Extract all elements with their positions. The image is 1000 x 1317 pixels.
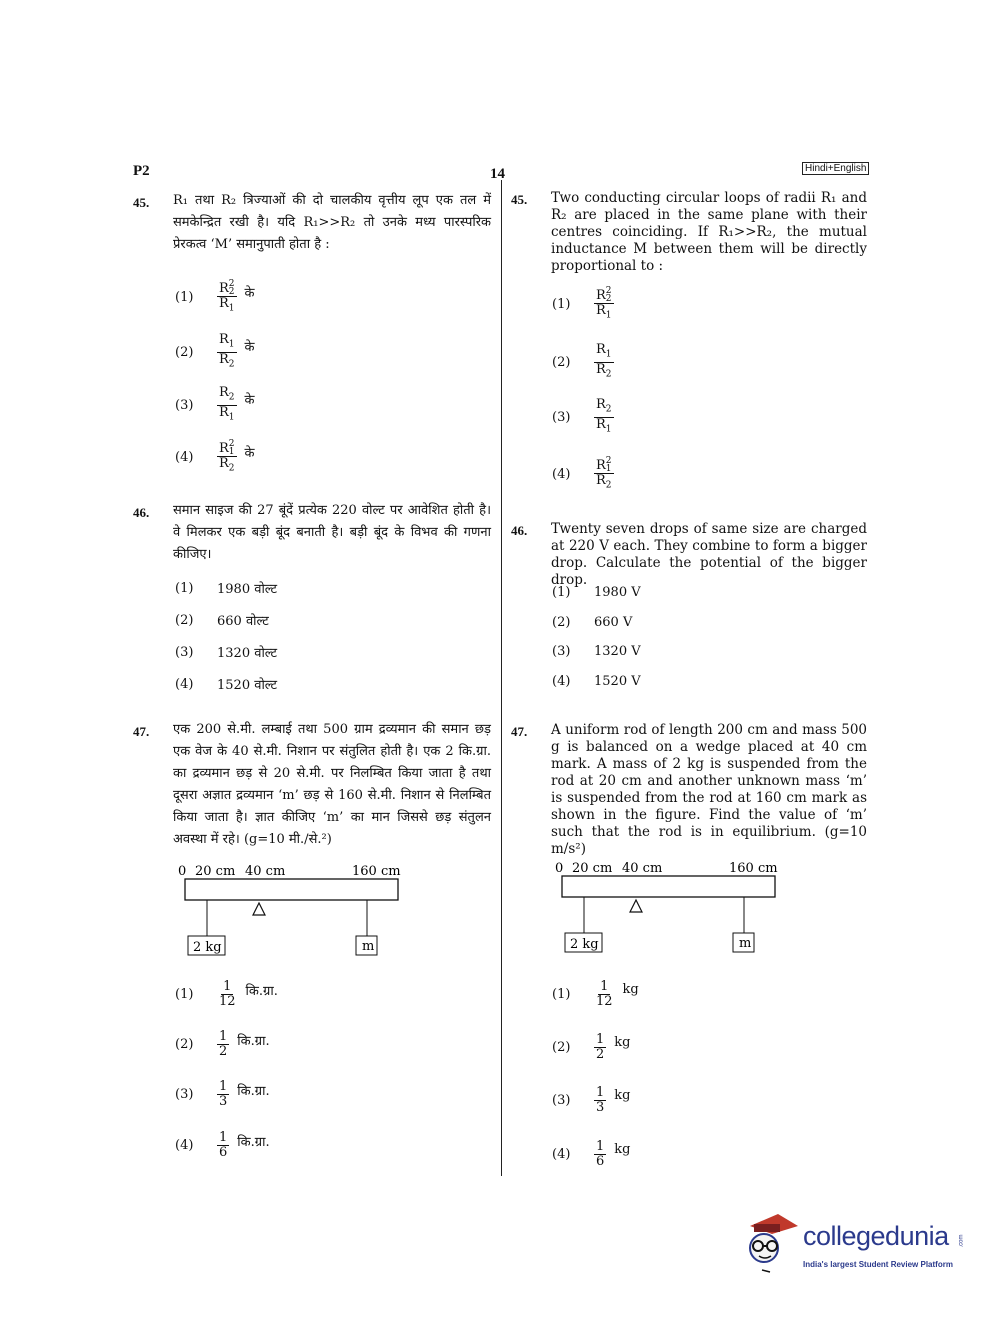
option-label: (2) (175, 1037, 194, 1052)
option-46-1-hi (175, 579, 277, 597)
option-label: (4) (552, 467, 571, 483)
option-unit: kg (614, 1035, 631, 1050)
subscript: 1 (605, 424, 612, 435)
option-value: 1520 वोल्ट (217, 678, 278, 693)
superscript: 2 (605, 286, 612, 296)
option-46-3-en (552, 644, 641, 659)
fraction (217, 440, 237, 476)
option-unit: कि.ग्रा. (237, 1083, 270, 1099)
numerator: 1 (596, 1085, 605, 1100)
subscript: 1 (605, 464, 612, 474)
fraction (217, 1131, 229, 1160)
superscript: 2 (228, 279, 235, 289)
question-text-45-en: Two conducting circular loops of radii R₁ and R₂ are placed in the same plane with their centres coinciding. If R₁>>R₂, the mutual inductance M between them will be directly proportional to : (551, 190, 867, 274)
option-label: (2) (552, 354, 571, 370)
denominator (217, 297, 237, 316)
option-45-3-en (552, 398, 614, 436)
numerator: 1 (600, 979, 609, 994)
option-label: (3) (552, 644, 571, 659)
fraction (594, 1086, 606, 1115)
option-45-2-en (552, 343, 614, 381)
r-symbol: $R_2$ (219, 456, 235, 474)
option-label: (1) (175, 987, 194, 1002)
numerator (217, 333, 237, 353)
denominator (217, 406, 237, 425)
denominator (594, 418, 614, 437)
option-label: (4) (552, 674, 571, 689)
fraction (217, 386, 237, 424)
option-45-1-en (552, 287, 614, 323)
option-46-3-hi (175, 643, 277, 661)
denominator: 12 (596, 994, 613, 1009)
option-47-3-en (552, 1086, 630, 1115)
denominator (594, 363, 614, 382)
option-47-1-en (552, 980, 639, 1009)
collegedunia-mascot-icon (742, 1212, 802, 1282)
option-label: (3) (175, 1087, 194, 1102)
r-symbol: $R_1$ (219, 404, 235, 423)
numerator: 1 (596, 1139, 605, 1154)
language-label: Hindi+English (802, 162, 869, 175)
option-label: (3) (552, 409, 571, 425)
option-47-3-hi (175, 1080, 270, 1109)
superscript: 2 (605, 456, 612, 466)
subscript: 1 (228, 412, 235, 423)
option-unit: कि.ग्रा. (237, 1134, 270, 1150)
label-160cm: 160 cm (352, 864, 401, 879)
logo-tagline: India's largest Student Review Platform (803, 1260, 953, 1269)
option-45-3-hi (175, 386, 255, 424)
sub-sup (229, 440, 235, 456)
option-45-1-hi (175, 280, 255, 316)
numerator: 1 (219, 1130, 228, 1145)
subscript: 1 (605, 349, 612, 360)
numerator (594, 398, 614, 418)
option-label: (2) (175, 612, 194, 628)
option-label: (4) (552, 1147, 571, 1162)
option-value: 1320 V (594, 644, 641, 659)
mass-m-label: m (739, 936, 752, 951)
denominator: 3 (596, 1100, 605, 1115)
question-text-47-en: A uniform rod of length 200 cm and mass 500 g is balanced on a wedge placed at 40 cm mark. A mass of 2 kg is suspended from the rod at 20 cm and another unknown mass ‘m’ is suspended from the rod at 160 cm mark as shown in the figure. Find the value of ‘m’ such that the rod is in equilibrium. (g=10 m/s²) (551, 722, 867, 857)
r-symbol: $R_1$ (596, 303, 612, 321)
rod-diagram-en (549, 857, 789, 957)
subscript: 2 (605, 480, 612, 491)
fraction (217, 1030, 229, 1059)
label-20cm: 20 cm (195, 864, 236, 879)
question-text-47-hi: एक 200 से.मी. लम्बाई तथा 500 ग्राम द्रव्यमान की समान छड़ एक वेज के 40 से.मी. निशान पर संतुलित होती है। एक 2 कि.ग्रा. का द्रव्यमान छड़ से 20 से.मी. पर निलम्बित किया जाता है तथा दूसरा अज्ञात द्रव्यमान ‘m’ छड़ से 160 से.मी. निशान से निलम्बित किया जाता है। ज्ञात कीजिए ‘m’ का मान जिससे छड़ संतुलन अवस्था में रहे। (g=10 मी./से.²) (173, 722, 491, 847)
fraction (594, 287, 614, 323)
question-text-46-en: Twenty seven drops of same size are charged at 220 V each. They combine to form a bigger drop. Calculate the potential of the bigger drop. (551, 521, 867, 588)
numerator: 1 (219, 1079, 228, 1094)
option-46-2-hi (175, 611, 269, 629)
option-47-2-hi (175, 1030, 270, 1059)
option-label: (1) (175, 290, 194, 306)
option-label: (1) (175, 580, 194, 596)
option-label: (4) (175, 450, 194, 466)
numerator (594, 457, 614, 474)
fraction (594, 1140, 606, 1169)
label-40cm: 40 cm (245, 864, 286, 879)
numerator: 1 (219, 1029, 228, 1044)
denominator: 12 (219, 994, 236, 1009)
subscript: 2 (228, 287, 235, 297)
r-symbol: $R_1$ (596, 416, 612, 435)
question-number-47-hi: 47. (133, 724, 150, 739)
logo-wordmark: collegedunia (803, 1221, 949, 1251)
subscript: 1 (605, 310, 612, 321)
fraction (594, 343, 614, 381)
denominator (594, 474, 614, 493)
r-symbol: R 2 2 (219, 279, 235, 297)
r-symbol: $R_2$ (596, 473, 612, 491)
subscript: 2 (605, 404, 612, 415)
r-symbol: $R_2$ (219, 351, 235, 370)
label-160cm: 160 cm (729, 861, 778, 876)
rod-diagram-hi (172, 860, 412, 960)
option-47-2-en (552, 1033, 630, 1062)
option-45-4-en (552, 457, 614, 493)
r-symbol: $R_2$ (219, 385, 235, 403)
option-45-2-hi (175, 333, 255, 371)
fraction (217, 280, 237, 316)
fraction (594, 1033, 606, 1062)
option-label: (1) (552, 297, 571, 313)
denominator: 6 (219, 1145, 228, 1160)
option-label: (2) (552, 615, 571, 630)
denominator: 2 (219, 1044, 228, 1059)
numerator (217, 440, 237, 457)
subscript: 2 (228, 392, 235, 403)
option-46-2-en (552, 615, 632, 630)
denominator: 2 (596, 1047, 605, 1062)
option-label: (3) (175, 644, 194, 660)
numerator: 1 (596, 1032, 605, 1047)
fraction (594, 980, 615, 1009)
option-suffix: के (244, 340, 255, 356)
r-symbol: R 2 1 (219, 439, 235, 457)
question-text-45-hi: R₁ तथा R₂ त्रिज्याओं की दो चालकीय वृत्तीय लूप एक तल में समकेन्द्रित रखी है। यदि R₁>>R₂ तो उनके मध्य पारस्परिक प्रेरकत्व ‘M’ समानुपाती होता है : (173, 193, 491, 252)
wedge-icon (630, 900, 642, 912)
label-20cm: 20 cm (572, 861, 613, 876)
wedge-icon (253, 903, 265, 915)
label-zero: 0 (178, 864, 187, 879)
denominator: 6 (596, 1154, 605, 1169)
option-unit: kg (614, 1088, 631, 1103)
option-label: (1) (552, 987, 571, 1002)
denominator (217, 457, 237, 476)
option-value: 1980 V (594, 585, 641, 600)
mass-m-label: m (362, 939, 375, 954)
sub-sup (606, 457, 612, 473)
option-suffix: के (244, 445, 255, 461)
page-number: 14 (490, 166, 505, 182)
option-label: (4) (175, 1138, 194, 1153)
question-number-47-en: 47. (511, 724, 528, 739)
question-number-45-en: 45. (511, 192, 528, 207)
subscript: 1 (228, 303, 235, 314)
fraction (594, 398, 614, 436)
r-symbol: $R_1$ (219, 296, 235, 314)
subscript: 2 (228, 359, 235, 370)
fraction (594, 457, 614, 493)
option-47-4-en (552, 1140, 630, 1169)
r-symbol: R 2 2 (596, 286, 612, 304)
option-suffix: के (244, 393, 255, 409)
option-45-4-hi (175, 440, 255, 476)
fraction (217, 980, 238, 1009)
option-label: (3) (552, 1093, 571, 1108)
superscript: 2 (228, 439, 235, 449)
paper-code: P2 (133, 163, 150, 179)
numerator: 1 (223, 979, 232, 994)
option-46-1-en (552, 585, 641, 600)
option-label: (4) (175, 676, 194, 692)
option-value: 1520 V (594, 674, 641, 689)
option-unit: कि.ग्रा. (237, 1033, 270, 1049)
rod (185, 879, 398, 900)
mass-2kg-label: 2 kg (193, 940, 222, 955)
option-label: (2) (175, 344, 194, 360)
fraction (217, 333, 237, 371)
numerator (217, 386, 237, 406)
question-number-46-hi: 46. (133, 505, 150, 520)
option-unit: kg (622, 982, 639, 997)
question-number-46-en: 46. (511, 523, 528, 538)
r-symbol: $R_2$ (596, 397, 612, 415)
subscript: 2 (605, 369, 612, 380)
option-unit: कि.ग्रा. (245, 983, 278, 999)
label-zero: 0 (555, 861, 564, 876)
option-46-4-en (552, 674, 641, 689)
r-symbol: $R_2$ (596, 361, 612, 380)
sub-sup (229, 280, 235, 296)
option-47-1-hi (175, 980, 278, 1009)
denominator (594, 304, 614, 323)
option-suffix: के (244, 285, 255, 301)
r-symbol: $R_1$ (219, 332, 235, 350)
r-symbol: R 2 1 (596, 456, 612, 474)
option-value: 660 वोल्ट (217, 614, 269, 629)
subscript: 2 (228, 463, 235, 474)
option-label: (2) (552, 1040, 571, 1055)
denominator: 3 (219, 1094, 228, 1109)
logo-dotcom: .com (958, 1234, 965, 1248)
mass-2kg-label: 2 kg (570, 937, 599, 952)
subscript: 1 (228, 339, 235, 350)
option-label: (1) (552, 585, 571, 600)
r-symbol: $R_1$ (596, 342, 612, 360)
option-value: 1320 वोल्ट (217, 646, 278, 661)
sub-sup (606, 287, 612, 303)
denominator (217, 353, 237, 372)
option-46-4-hi (175, 675, 277, 693)
option-label: (3) (175, 397, 194, 413)
fraction (217, 1080, 229, 1109)
column-divider (501, 180, 502, 1176)
numerator (217, 280, 237, 297)
option-unit: kg (614, 1142, 631, 1157)
rod (562, 876, 775, 897)
question-number-45-hi: 45. (133, 195, 150, 210)
numerator (594, 287, 614, 304)
subscript: 1 (228, 447, 235, 457)
option-value: 1980 वोल्ट (217, 582, 278, 597)
numerator (594, 343, 614, 363)
label-40cm: 40 cm (622, 861, 663, 876)
subscript: 2 (605, 294, 612, 304)
question-text-46-hi: समान साइज की 27 बूंदें प्रत्येक 220 वोल्ट पर आवेशित होती है। वे मिलकर एक बड़ी बूंद बनाती है। बड़ी बूंद के विभव की गणना कीजिए। (173, 503, 491, 562)
option-47-4-hi (175, 1131, 270, 1160)
option-value: 660 V (594, 615, 633, 630)
